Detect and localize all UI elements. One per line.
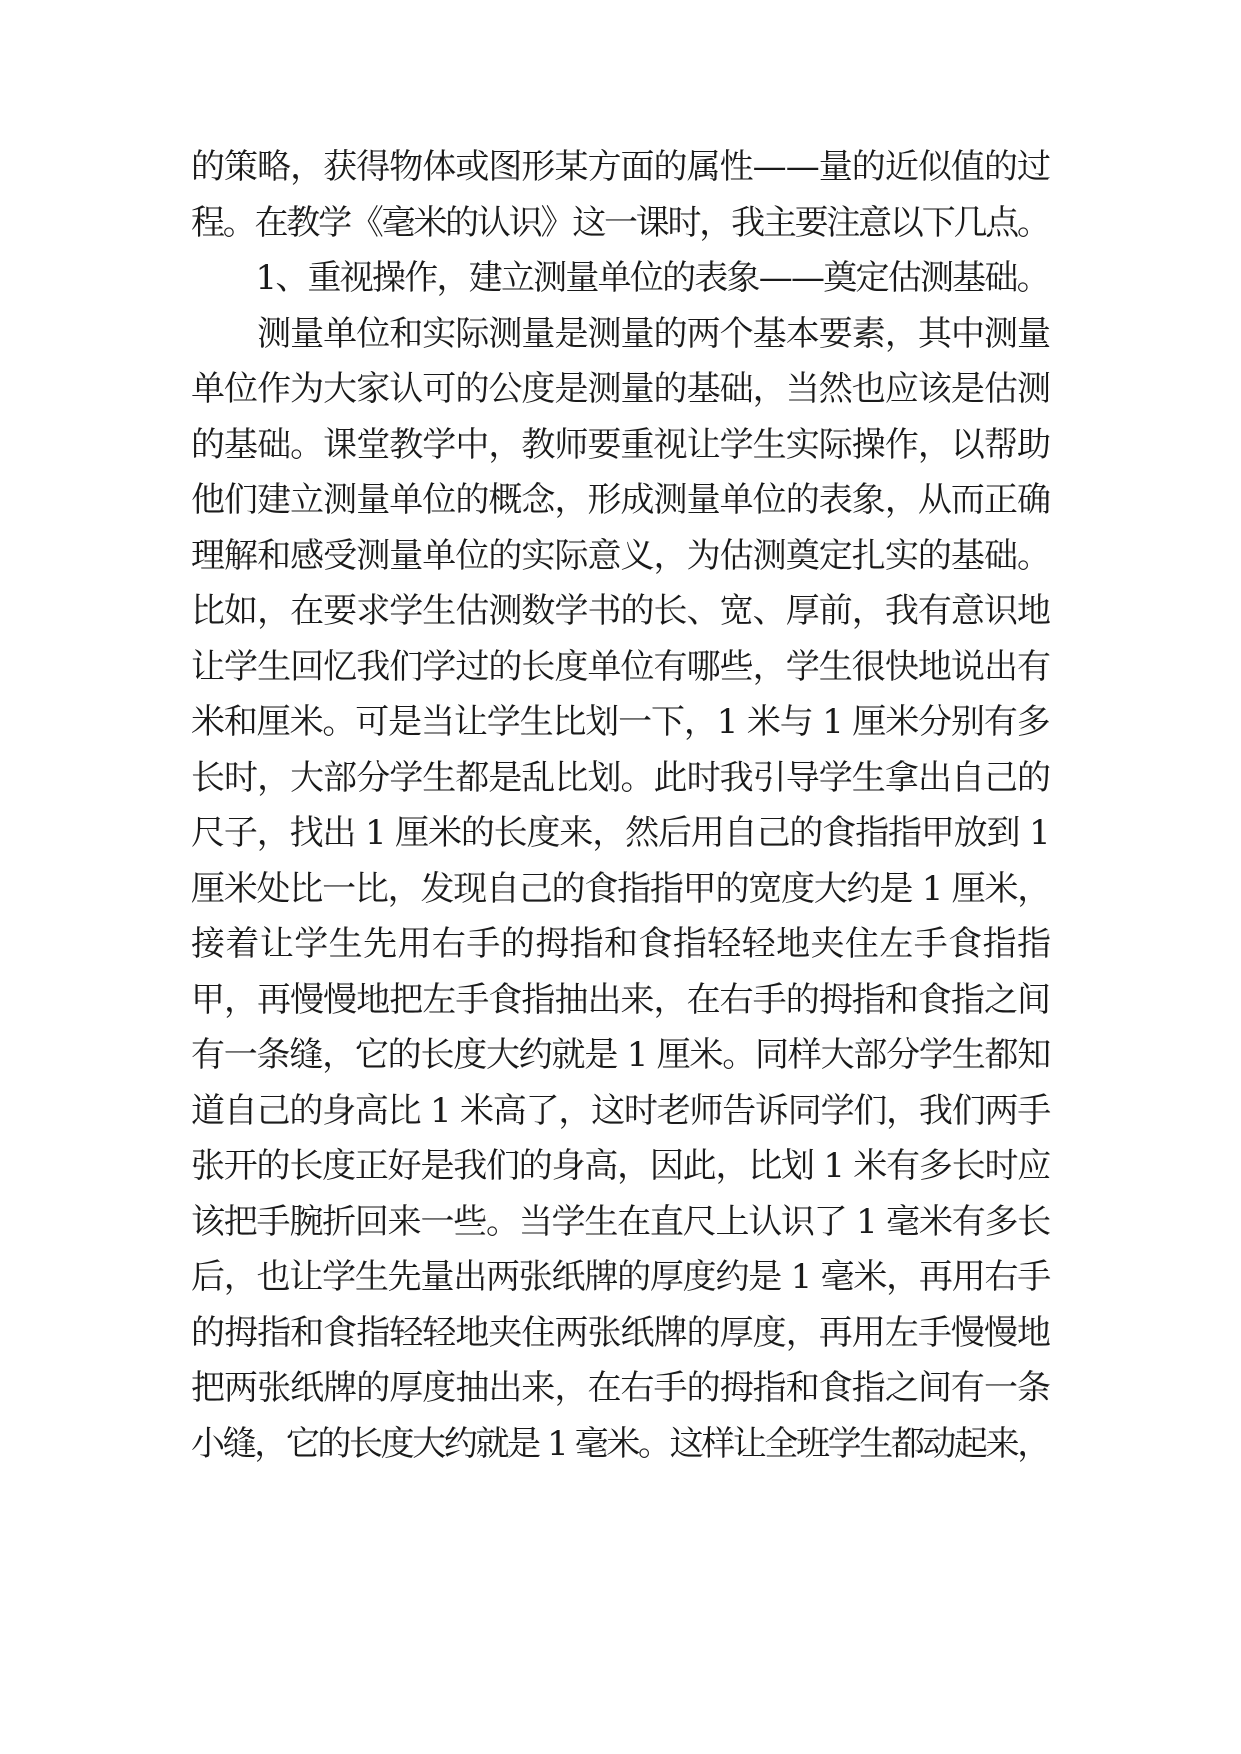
text-line: 接着让学生先用右手的拇指和食指轻轻地夹住左手食指指 [191, 924, 1052, 964]
text-line: 的基础。课堂教学中，教师要重视让学生实际操作，以帮助 [191, 424, 1051, 465]
text-line: 程。在教学《毫米的认识》这一课时，我主要注意以下几点。 [191, 202, 1049, 243]
text-line: 测量单位和实际测量是测量的两个基本要素，其中测量 [191, 313, 1051, 354]
text-line: 尺子，找出 1 厘米的长度来，然后用自己的食指指甲放到 1 [191, 813, 1050, 853]
text-line: 后，也让学生先量出两张纸牌的厚度约是 1 毫米，再用右手 [191, 1257, 1051, 1297]
body-text [191, 140, 1051, 1472]
text-line: 甲，再慢慢地把左手食指抽出来，在右手的拇指和食指之间 [191, 979, 1051, 1020]
text-line: 厘米处比一比，发现自己的食指指甲的宽度大约是 1 厘米， [191, 868, 1051, 909]
text-line: 长时，大部分学生都是乱比划。此时我引导学生拿出自己的 [191, 757, 1051, 798]
text-line: 他们建立测量单位的概念，形成测量单位的表象，从而正确 [191, 480, 1051, 520]
text-line: 该把手腕折回来一些。当学生在直尺上认识了 1 毫米有多长 [191, 1201, 1051, 1242]
text-line: 把两张纸牌的厚度抽出来，在右手的拇指和食指之间有一条 [191, 1368, 1051, 1408]
text-line: 让学生回忆我们学过的长度单位有哪些，学生很快地说出有 [191, 646, 1051, 687]
text-line: 理解和感受测量单位的实际意义，为估测奠定扎实的基础。 [191, 535, 1051, 576]
text-line: 的拇指和食指轻轻地夹住两张纸牌的厚度，再用左手慢慢地 [191, 1312, 1051, 1353]
text-line: 单位作为大家认可的公度是测量的基础，当然也应该是估测 [191, 369, 1051, 409]
text-line: 道自己的身高比 1 米高了，这时老师告诉同学们，我们两手 [191, 1090, 1051, 1131]
text-line: 的策略，获得物体或图形某方面的属性——量的近似值的过 [191, 147, 1051, 187]
text-line: 有一条缝，它的长度大约就是 1 厘米。同样大部分学生都知 [191, 1035, 1051, 1075]
section-heading: 1、重视操作，建立测量单位的表象——奠定估测基础。 [191, 258, 1049, 298]
text-line: 小缝，它的长度大约就是 1 毫米。这样让全班学生都动起来， [191, 1423, 1049, 1464]
text-line: 米和厘米。可是当让学生比划一下，1 米与 1 厘米分别有多 [191, 702, 1050, 742]
text-line: 比如，在要求学生估测数学书的长、宽、厚前，我有意识地 [191, 591, 1051, 631]
text-line: 张开的长度正好是我们的身高，因此，比划 1 米有多长时应 [191, 1146, 1051, 1186]
